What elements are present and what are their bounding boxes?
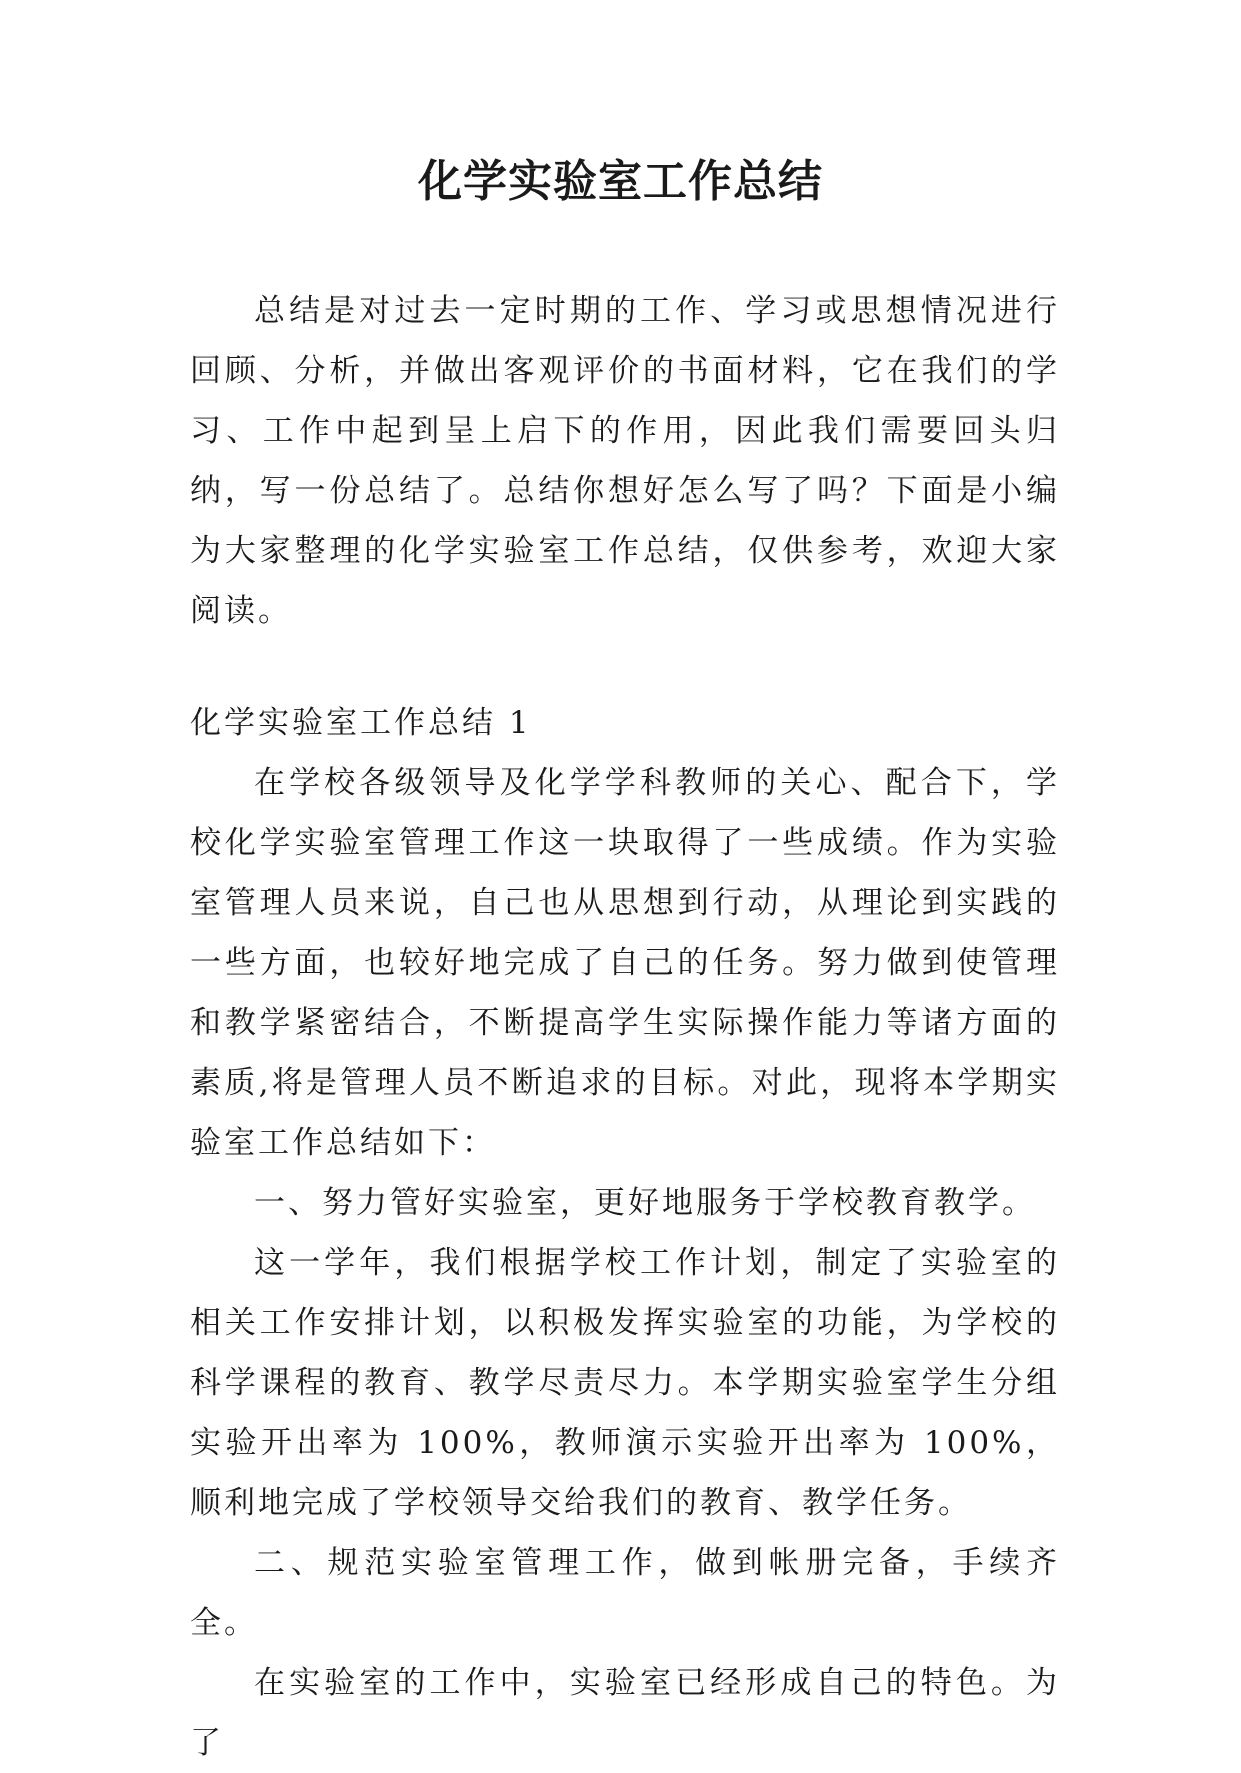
body-paragraph: 在实验室的工作中，实验室已经形成自己的特色。为了 [190,1665,1060,1761]
document-body [190,281,1060,1773]
document-title: 化学实验室工作总结 [418,156,823,207]
subheading-1: 一、努力管好实验室，更好地服务于学校教育教学。 [254,1185,1036,1221]
subheading-2: 二、规范实验室管理工作，做到帐册完备，手续齐全。 [190,1545,1060,1641]
section-heading: 化学实验室工作总结 1 [190,705,532,741]
body-paragraph: 这一学年，我们根据学校工作计划，制定了实验室的相关工作安排计划，以积极发挥实验室的功能，为学校的科学课程的教育、教学尽责尽力。本学期实验室学生分组实验开出率为 100%，教师演示实验开出率为 100%，顺利地完成了学校领导交给我们的教育、教学任务。 [190,1245,1060,1521]
body-paragraph: 在学校各级领导及化学学科教师的关心、配合下，学校化学实验室管理工作这一块取得了一些成绩。作为实验室管理人员来说，自己也从思想到行动，从理论到实践的一些方面，也较好地完成了自己的任务。努力做到使管理和教学紧密结合，不断提高学生实际操作能力等诸方面的素质,将是管理人员不断追求的目标。对此，现将本学期实验室工作总结如下： [190,765,1060,1161]
intro-paragraph: 总结是对过去一定时期的工作、学习或思想情况进行回顾、分析，并做出客观评价的书面材料，它在我们的学习、工作中起到呈上启下的作用，因此我们需要回头归纳，写一份总结了。总结你想好怎么写了吗？下面是小编为大家整理的化学实验室工作总结，仅供参考，欢迎大家阅读。 [190,293,1060,629]
